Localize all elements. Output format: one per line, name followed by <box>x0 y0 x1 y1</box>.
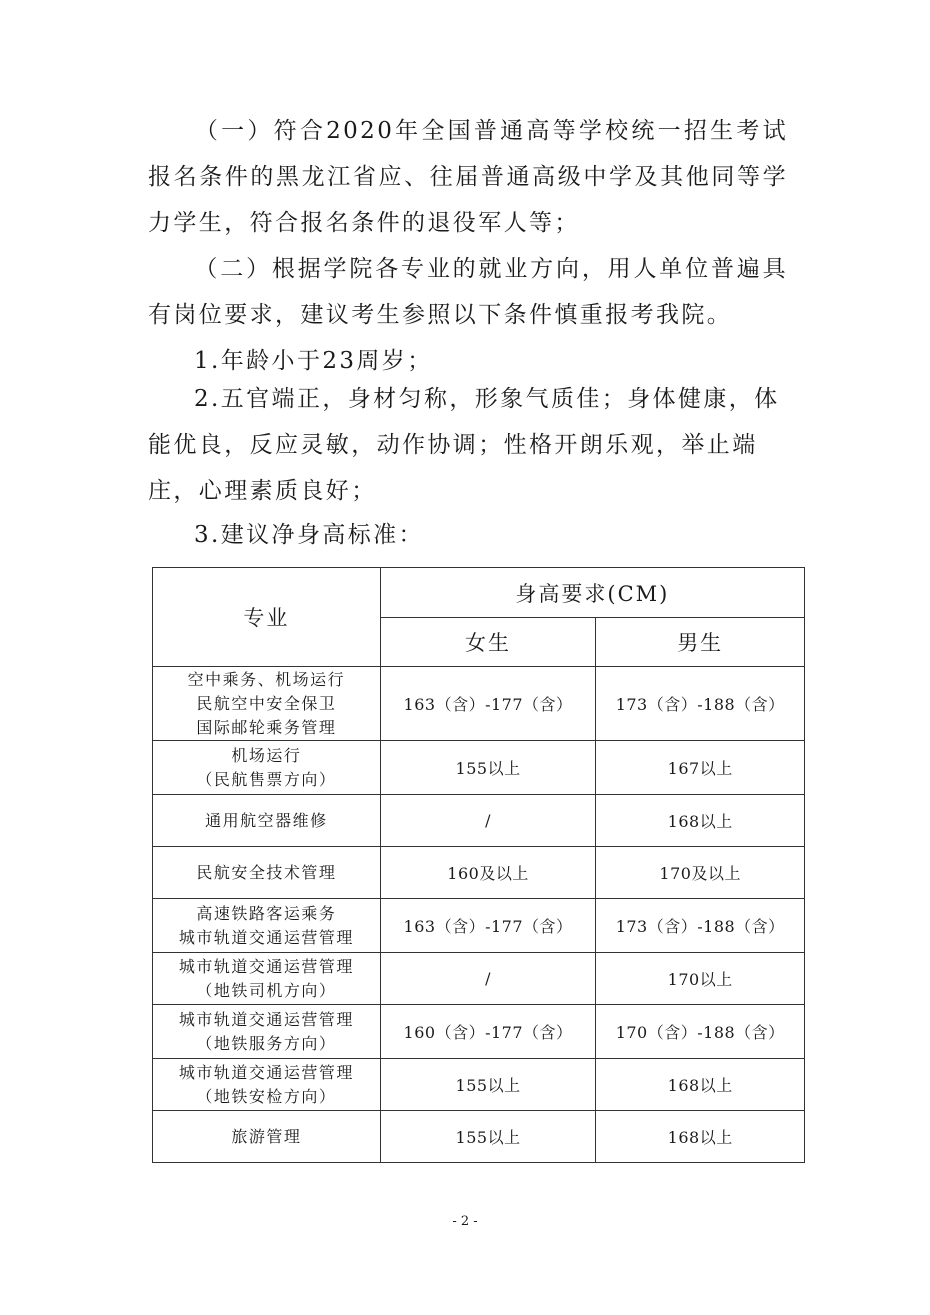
major-cell <box>153 1005 381 1059</box>
major-cell <box>153 1059 381 1111</box>
male-height-cell: 168以上 <box>596 1111 805 1163</box>
female-height-cell: 155以上 <box>380 741 596 795</box>
major-line: 通用航空器维修 <box>205 810 328 830</box>
header-major: 专业 <box>153 568 381 667</box>
requirement-age: 1.年龄小于23周岁； <box>194 348 433 374</box>
female-height-cell: / <box>380 795 596 847</box>
major-line: （地铁服务方向） <box>196 1033 337 1053</box>
requirement-appearance: 2.五官端正，身材匀称，形象气质佳；身体健康，体能优良，反应灵敏，动作协调；性格开朗乐观，举止端庄，心理素质良好； <box>148 386 780 504</box>
major-cell <box>153 795 381 847</box>
major-line: 高速铁路客运乘务 <box>196 903 337 923</box>
male-height-cell: 173（含）-188（含） <box>596 899 805 953</box>
table-row <box>153 1005 805 1059</box>
female-height-cell: / <box>380 953 596 1005</box>
major-line: 国际邮轮乘务管理 <box>196 717 337 737</box>
female-height-cell: 163（含）-177（含） <box>380 667 596 741</box>
major-cell <box>153 1111 381 1163</box>
header-male: 男生 <box>596 618 805 667</box>
major-line: 城市轨道交通运营管理 <box>178 956 354 976</box>
table-row <box>153 795 805 847</box>
female-height-cell: 160（含）-177（含） <box>380 1005 596 1059</box>
header-female: 女生 <box>380 618 596 667</box>
header-height-requirement: 身高要求(CM) <box>380 568 804 618</box>
table-row <box>153 667 805 741</box>
major-line: 旅游管理 <box>231 1126 302 1146</box>
major-line: 城市轨道交通运营管理 <box>178 1009 354 1029</box>
female-height-cell: 163（含）-177（含） <box>380 899 596 953</box>
major-cell <box>153 847 381 899</box>
page-number: - 2 - <box>452 1214 478 1229</box>
major-line: 民航安全技术管理 <box>196 862 337 882</box>
major-line: 民航空中安全保卫 <box>196 693 337 713</box>
table-row <box>153 847 805 899</box>
table-row <box>153 899 805 953</box>
major-cell <box>153 667 381 741</box>
major-line: 空中乘务、机场运行 <box>187 669 346 689</box>
male-height-cell: 168以上 <box>596 795 805 847</box>
major-line: （地铁司机方向） <box>196 980 337 1000</box>
male-height-cell: 170及以上 <box>596 847 805 899</box>
major-line: （地铁安检方向） <box>196 1086 337 1106</box>
requirement-height-intro: 3.建议净身高标准： <box>194 522 424 548</box>
male-height-cell: 168以上 <box>596 1059 805 1111</box>
male-height-cell: 167以上 <box>596 741 805 795</box>
major-cell <box>153 899 381 953</box>
female-height-cell: 160及以上 <box>380 847 596 899</box>
major-line: 机场运行 <box>231 745 302 765</box>
height-requirements-table <box>152 567 805 1163</box>
paragraph-eligibility-1: （一）符合2020年全国普通高等学校统一招生考试报名条件的黑龙江省应、往届普通高级中学及其他同等学力学生，符合报名条件的退役军人等； <box>148 118 788 236</box>
female-height-cell: 155以上 <box>380 1059 596 1111</box>
male-height-cell: 170（含）-188（含） <box>596 1005 805 1059</box>
paragraph-eligibility-2: （二）根据学院各专业的就业方向，用人单位普遍具有岗位要求，建议考生参照以下条件慎重报考我院。 <box>148 256 788 328</box>
male-height-cell: 170以上 <box>596 953 805 1005</box>
major-cell <box>153 953 381 1005</box>
major-line: 城市轨道交通运营管理 <box>178 1062 354 1082</box>
table-row <box>153 953 805 1005</box>
major-line: （民航售票方向） <box>196 769 337 789</box>
table-row <box>153 1111 805 1163</box>
male-height-cell: 173（含）-188（含） <box>596 667 805 741</box>
female-height-cell: 155以上 <box>380 1111 596 1163</box>
table-row <box>153 741 805 795</box>
major-cell <box>153 741 381 795</box>
major-line: 城市轨道交通运营管理 <box>178 927 354 947</box>
table-row <box>153 1059 805 1111</box>
